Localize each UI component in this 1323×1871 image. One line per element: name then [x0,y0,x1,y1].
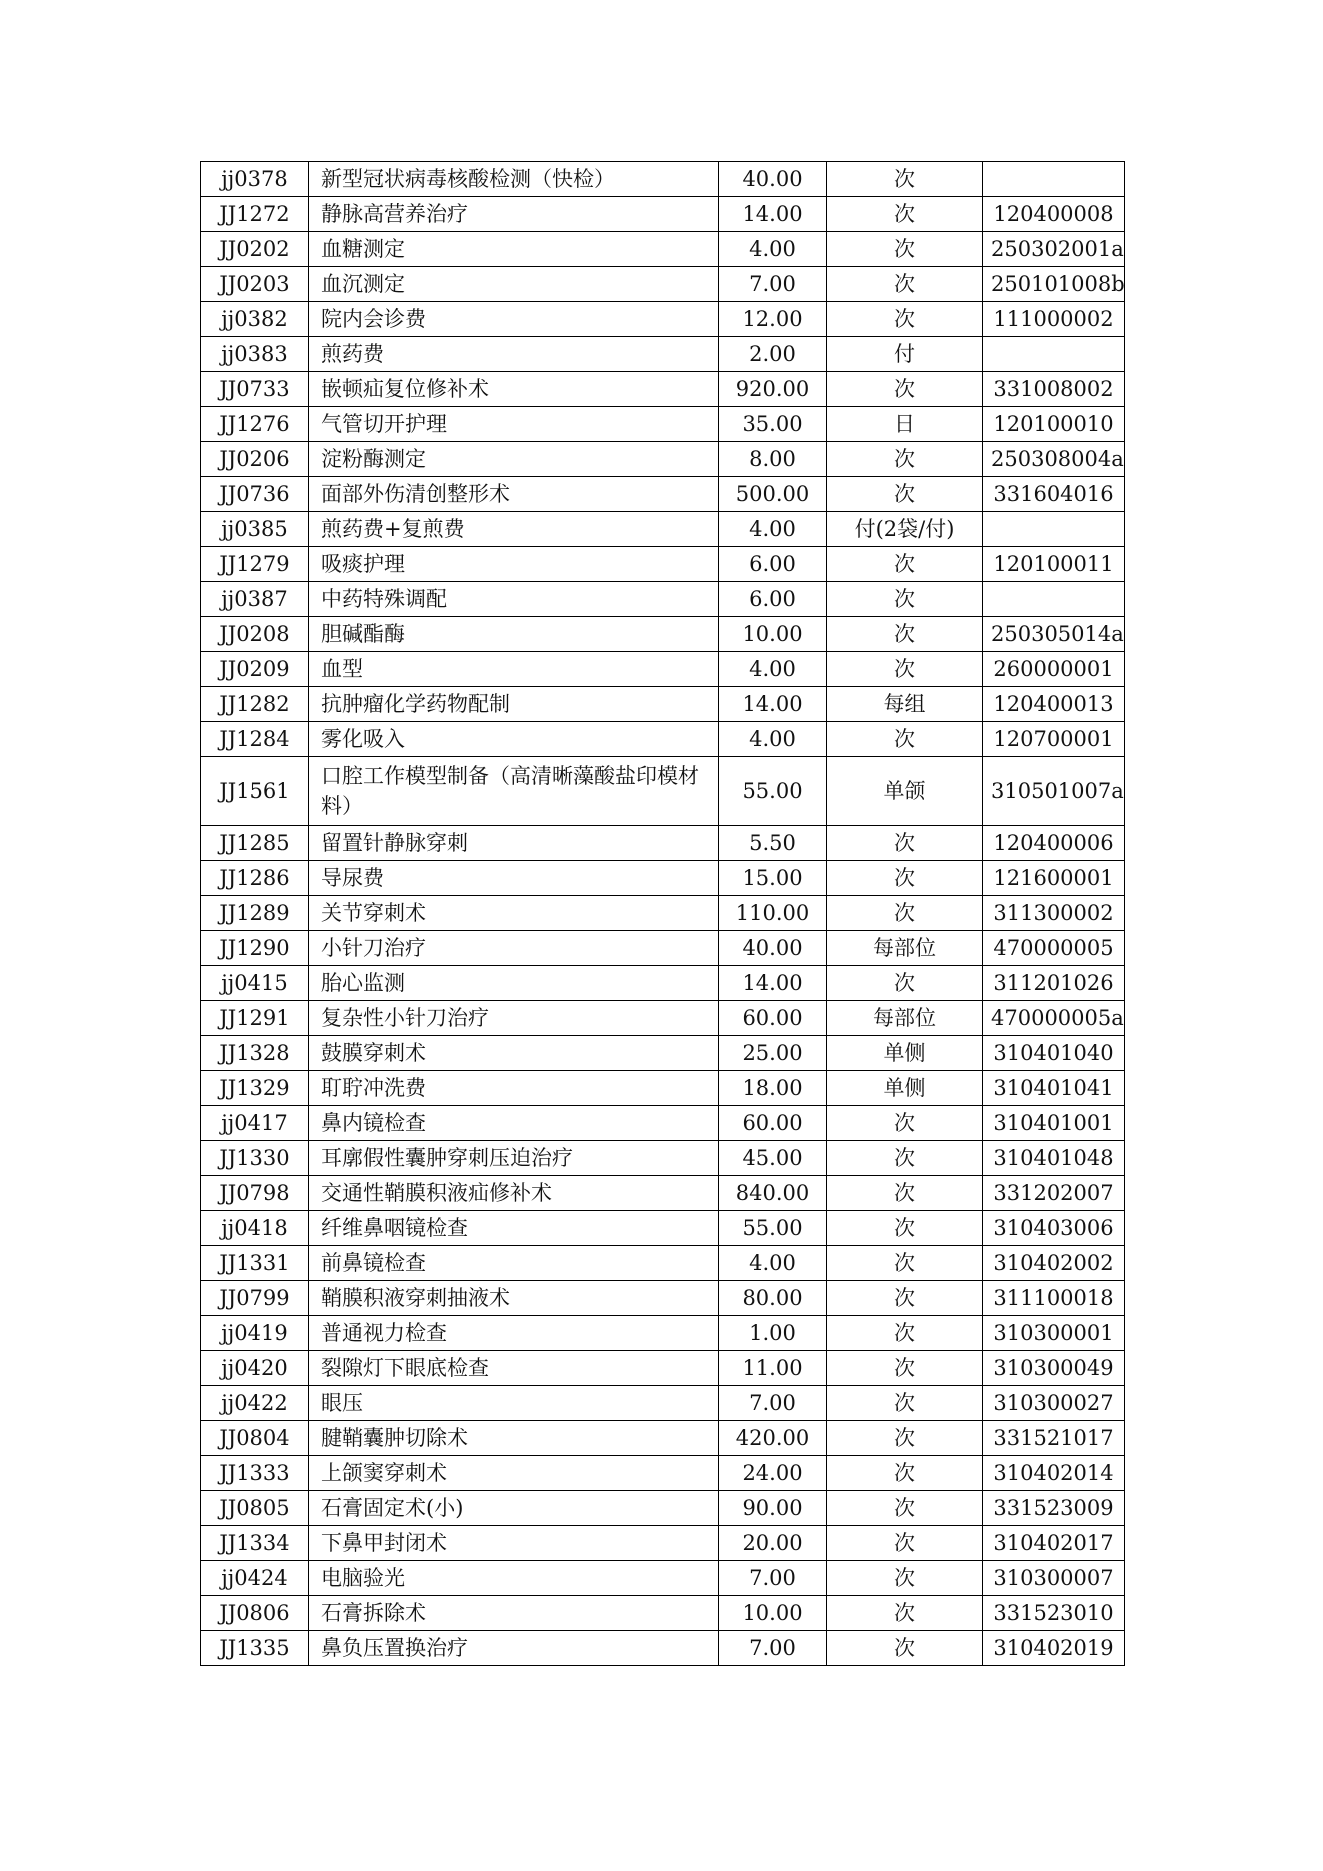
item-unit-cell: 次 [827,652,983,687]
item-standard-code-cell: 120100010 [983,407,1125,442]
item-price-cell: 45.00 [719,1141,827,1176]
item-name-cell: 面部外伤清创整形术 [309,477,719,512]
table-row [201,617,1125,652]
item-name-cell: 上颌窦穿刺术 [309,1456,719,1491]
table-row [201,931,1125,966]
item-code-cell: jj0383 [201,337,309,372]
table-row [201,1141,1125,1176]
item-code-cell: JJ0736 [201,477,309,512]
item-unit-cell: 付(2袋/付) [827,512,983,547]
item-name-cell: 眼压 [309,1386,719,1421]
item-name-cell: 普通视力检查 [309,1316,719,1351]
item-unit-cell: 次 [827,1211,983,1246]
item-standard-code-cell: 111000002 [983,302,1125,337]
item-name-cell: 煎药费+复煎费 [309,512,719,547]
item-unit-cell: 次 [827,162,983,197]
item-price-cell: 40.00 [719,162,827,197]
item-standard-code-cell: 260000001 [983,652,1125,687]
item-standard-code-cell: 310401048 [983,1141,1125,1176]
item-code-cell: JJ0799 [201,1281,309,1316]
item-standard-code-cell: 310403006 [983,1211,1125,1246]
item-code-cell: jj0419 [201,1316,309,1351]
item-unit-cell: 次 [827,1421,983,1456]
item-standard-code-cell: 310402014 [983,1456,1125,1491]
item-name-cell: 院内会诊费 [309,302,719,337]
item-name-cell: 石膏拆除术 [309,1596,719,1631]
item-code-cell: JJ1333 [201,1456,309,1491]
item-standard-code-cell: 120400013 [983,687,1125,722]
item-price-cell: 4.00 [719,652,827,687]
item-code-cell: jj0420 [201,1351,309,1386]
item-code-cell: jj0385 [201,512,309,547]
table-row [201,1281,1125,1316]
item-unit-cell: 次 [827,1176,983,1211]
item-code-cell: JJ1328 [201,1036,309,1071]
item-price-cell: 6.00 [719,582,827,617]
item-standard-code-cell: 311300002 [983,896,1125,931]
item-standard-code-cell: 310401040 [983,1036,1125,1071]
item-unit-cell: 次 [827,1351,983,1386]
item-name-cell: 下鼻甲封闭术 [309,1526,719,1561]
table-row [201,687,1125,722]
item-price-cell: 420.00 [719,1421,827,1456]
table-row [201,1351,1125,1386]
item-code-cell: JJ0202 [201,232,309,267]
item-standard-code-cell: 120700001 [983,722,1125,757]
item-price-cell: 60.00 [719,1106,827,1141]
item-price-cell: 14.00 [719,197,827,232]
item-price-cell: 500.00 [719,477,827,512]
item-standard-code-cell: 310300007 [983,1561,1125,1596]
fee-table [200,161,1125,1666]
table-row [201,722,1125,757]
item-price-cell: 10.00 [719,1596,827,1631]
item-price-cell: 14.00 [719,966,827,1001]
item-unit-cell: 次 [827,1316,983,1351]
item-standard-code-cell: 310401041 [983,1071,1125,1106]
item-unit-cell: 次 [827,1631,983,1666]
table-row [201,372,1125,407]
item-unit-cell: 单侧 [827,1071,983,1106]
table-row [201,512,1125,547]
item-price-cell: 55.00 [719,1211,827,1246]
item-code-cell: JJ1335 [201,1631,309,1666]
item-price-cell: 4.00 [719,512,827,547]
table-row [201,1526,1125,1561]
item-name-cell: 血糖测定 [309,232,719,267]
item-unit-cell: 次 [827,267,983,302]
table-row [201,826,1125,861]
item-unit-cell: 次 [827,826,983,861]
item-standard-code-cell: 311201026 [983,966,1125,1001]
table-row [201,757,1125,826]
table-row [201,1246,1125,1281]
item-name-cell: 新型冠状病毒核酸检测（快检） [309,162,719,197]
table-row [201,302,1125,337]
item-name-cell: 静脉高营养治疗 [309,197,719,232]
item-price-cell: 4.00 [719,1246,827,1281]
item-code-cell: JJ0806 [201,1596,309,1631]
item-name-cell: 小针刀治疗 [309,931,719,966]
item-code-cell: JJ0804 [201,1421,309,1456]
item-name-cell: 留置针静脉穿刺 [309,826,719,861]
table-row [201,1421,1125,1456]
item-code-cell: JJ1286 [201,861,309,896]
item-unit-cell: 次 [827,1526,983,1561]
item-code-cell: JJ0203 [201,267,309,302]
table-row [201,652,1125,687]
item-name-cell: 鼓膜穿刺术 [309,1036,719,1071]
item-code-cell: jj0417 [201,1106,309,1141]
item-standard-code-cell: 310501007a [983,757,1125,826]
item-unit-cell: 次 [827,1386,983,1421]
item-unit-cell: 次 [827,1596,983,1631]
table-row [201,337,1125,372]
item-name-cell: 吸痰护理 [309,547,719,582]
item-unit-cell: 单颌 [827,757,983,826]
item-standard-code-cell: 250302001a [983,232,1125,267]
item-name-cell: 纤维鼻咽镜检查 [309,1211,719,1246]
item-price-cell: 4.00 [719,722,827,757]
item-code-cell: jj0424 [201,1561,309,1596]
item-price-cell: 2.00 [719,337,827,372]
item-name-cell: 雾化吸入 [309,722,719,757]
table-row [201,1456,1125,1491]
item-price-cell: 55.00 [719,757,827,826]
item-name-cell: 鞘膜积液穿刺抽液术 [309,1281,719,1316]
item-standard-code-cell: 311100018 [983,1281,1125,1316]
item-name-cell: 淀粉酶测定 [309,442,719,477]
table-row [201,1631,1125,1666]
item-unit-cell: 次 [827,861,983,896]
item-name-cell: 气管切开护理 [309,407,719,442]
item-name-cell: 前鼻镜检查 [309,1246,719,1281]
item-code-cell: JJ1330 [201,1141,309,1176]
table-row [201,1071,1125,1106]
item-standard-code-cell: 121600001 [983,861,1125,896]
item-price-cell: 40.00 [719,931,827,966]
item-unit-cell: 次 [827,372,983,407]
item-standard-code-cell: 120400008 [983,197,1125,232]
item-name-cell: 鼻内镜检查 [309,1106,719,1141]
item-unit-cell: 次 [827,896,983,931]
item-price-cell: 5.50 [719,826,827,861]
item-price-cell: 1.00 [719,1316,827,1351]
item-price-cell: 15.00 [719,861,827,896]
item-code-cell: JJ1279 [201,547,309,582]
item-name-cell: 裂隙灯下眼底检查 [309,1351,719,1386]
item-unit-cell: 次 [827,232,983,267]
item-standard-code-cell: 470000005 [983,931,1125,966]
item-unit-cell: 次 [827,1141,983,1176]
item-name-cell: 鼻负压置换治疗 [309,1631,719,1666]
item-unit-cell: 次 [827,966,983,1001]
item-unit-cell: 次 [827,1456,983,1491]
item-code-cell: jj0382 [201,302,309,337]
item-price-cell: 7.00 [719,1561,827,1596]
item-standard-code-cell: 310401001 [983,1106,1125,1141]
table-row [201,1596,1125,1631]
table-row [201,966,1125,1001]
item-standard-code-cell: 331008002 [983,372,1125,407]
table-row [201,1001,1125,1036]
item-code-cell: JJ0805 [201,1491,309,1526]
item-price-cell: 11.00 [719,1351,827,1386]
item-unit-cell: 次 [827,722,983,757]
item-standard-code-cell [983,337,1125,372]
item-name-cell: 交通性鞘膜积液疝修补术 [309,1176,719,1211]
item-code-cell: JJ1291 [201,1001,309,1036]
item-standard-code-cell: 310300049 [983,1351,1125,1386]
item-price-cell: 110.00 [719,896,827,931]
item-name-cell: 石膏固定术(小) [309,1491,719,1526]
table-row [201,1176,1125,1211]
item-standard-code-cell [983,512,1125,547]
item-code-cell: jj0418 [201,1211,309,1246]
table-row [201,477,1125,512]
item-name-cell: 血型 [309,652,719,687]
fee-table-body [201,162,1125,1666]
item-standard-code-cell: 310402019 [983,1631,1125,1666]
item-price-cell: 14.00 [719,687,827,722]
table-row [201,1491,1125,1526]
item-price-cell: 920.00 [719,372,827,407]
item-code-cell: jj0422 [201,1386,309,1421]
item-name-cell: 中药特殊调配 [309,582,719,617]
item-standard-code-cell: 310300027 [983,1386,1125,1421]
item-unit-cell: 次 [827,1491,983,1526]
item-code-cell: JJ0206 [201,442,309,477]
item-code-cell: JJ1289 [201,896,309,931]
item-name-cell: 关节穿刺术 [309,896,719,931]
item-code-cell: JJ1284 [201,722,309,757]
item-price-cell: 90.00 [719,1491,827,1526]
item-unit-cell: 次 [827,1106,983,1141]
item-name-cell: 复杂性小针刀治疗 [309,1001,719,1036]
item-name-cell: 胎心监测 [309,966,719,1001]
item-unit-cell: 付 [827,337,983,372]
item-unit-cell: 次 [827,302,983,337]
item-unit-cell: 次 [827,1246,983,1281]
item-unit-cell: 每部位 [827,1001,983,1036]
table-row [201,407,1125,442]
item-code-cell: JJ1561 [201,757,309,826]
table-row [201,1386,1125,1421]
item-standard-code-cell: 250305014a [983,617,1125,652]
item-code-cell: JJ1290 [201,931,309,966]
item-unit-cell: 单侧 [827,1036,983,1071]
table-row [201,861,1125,896]
item-code-cell: JJ0733 [201,372,309,407]
item-code-cell: jj0378 [201,162,309,197]
item-price-cell: 25.00 [719,1036,827,1071]
item-unit-cell: 次 [827,617,983,652]
item-price-cell: 4.00 [719,232,827,267]
item-name-cell: 嵌顿疝复位修补术 [309,372,719,407]
item-unit-cell: 每部位 [827,931,983,966]
item-price-cell: 60.00 [719,1001,827,1036]
table-row [201,162,1125,197]
table-row [201,1316,1125,1351]
item-name-cell: 煎药费 [309,337,719,372]
item-name-cell: 胆碱酯酶 [309,617,719,652]
item-standard-code-cell: 331521017 [983,1421,1125,1456]
item-name-cell: 血沉测定 [309,267,719,302]
item-price-cell: 20.00 [719,1526,827,1561]
item-price-cell: 10.00 [719,617,827,652]
table-row [201,1106,1125,1141]
item-unit-cell: 次 [827,197,983,232]
item-standard-code-cell [983,162,1125,197]
item-code-cell: jj0415 [201,966,309,1001]
table-row [201,1561,1125,1596]
item-price-cell: 18.00 [719,1071,827,1106]
item-unit-cell: 次 [827,582,983,617]
item-code-cell: JJ1272 [201,197,309,232]
item-standard-code-cell: 310300001 [983,1316,1125,1351]
item-price-cell: 12.00 [719,302,827,337]
item-name-cell: 导尿费 [309,861,719,896]
item-standard-code-cell: 310402002 [983,1246,1125,1281]
item-unit-cell: 次 [827,442,983,477]
item-price-cell: 840.00 [719,1176,827,1211]
table-row [201,582,1125,617]
item-code-cell: JJ0209 [201,652,309,687]
item-code-cell: JJ1334 [201,1526,309,1561]
item-name-cell: 耳廓假性囊肿穿刺压迫治疗 [309,1141,719,1176]
table-row [201,1211,1125,1246]
table-row [201,1036,1125,1071]
item-standard-code-cell: 331202007 [983,1176,1125,1211]
item-standard-code-cell: 120100011 [983,547,1125,582]
item-code-cell: JJ0798 [201,1176,309,1211]
item-price-cell: 7.00 [719,1631,827,1666]
item-name-cell: 腱鞘囊肿切除术 [309,1421,719,1456]
item-standard-code-cell: 331523010 [983,1596,1125,1631]
item-name-cell: 耵聍冲洗费 [309,1071,719,1106]
item-code-cell: JJ1329 [201,1071,309,1106]
table-row [201,267,1125,302]
item-name-cell: 抗肿瘤化学药物配制 [309,687,719,722]
item-unit-cell: 次 [827,547,983,582]
item-price-cell: 24.00 [719,1456,827,1491]
item-unit-cell: 次 [827,1281,983,1316]
item-price-cell: 7.00 [719,267,827,302]
item-code-cell: jj0387 [201,582,309,617]
item-code-cell: JJ1331 [201,1246,309,1281]
item-unit-cell: 次 [827,477,983,512]
table-row [201,442,1125,477]
item-standard-code-cell: 120400006 [983,826,1125,861]
table-row [201,896,1125,931]
item-code-cell: JJ0208 [201,617,309,652]
item-code-cell: JJ1285 [201,826,309,861]
table-row [201,547,1125,582]
item-price-cell: 8.00 [719,442,827,477]
item-standard-code-cell: 331604016 [983,477,1125,512]
item-standard-code-cell [983,582,1125,617]
item-name-cell: 口腔工作模型制备（高清晰藻酸盐印模材料） [309,757,719,826]
table-row [201,232,1125,267]
table-row [201,197,1125,232]
item-code-cell: JJ1276 [201,407,309,442]
item-price-cell: 80.00 [719,1281,827,1316]
item-standard-code-cell: 310402017 [983,1526,1125,1561]
item-standard-code-cell: 250101008b [983,267,1125,302]
item-price-cell: 35.00 [719,407,827,442]
item-unit-cell: 每组 [827,687,983,722]
item-price-cell: 7.00 [719,1386,827,1421]
item-unit-cell: 日 [827,407,983,442]
item-standard-code-cell: 331523009 [983,1491,1125,1526]
item-unit-cell: 次 [827,1561,983,1596]
item-price-cell: 6.00 [719,547,827,582]
item-standard-code-cell: 470000005a [983,1001,1125,1036]
item-name-cell: 电脑验光 [309,1561,719,1596]
item-code-cell: JJ1282 [201,687,309,722]
item-standard-code-cell: 250308004a [983,442,1125,477]
